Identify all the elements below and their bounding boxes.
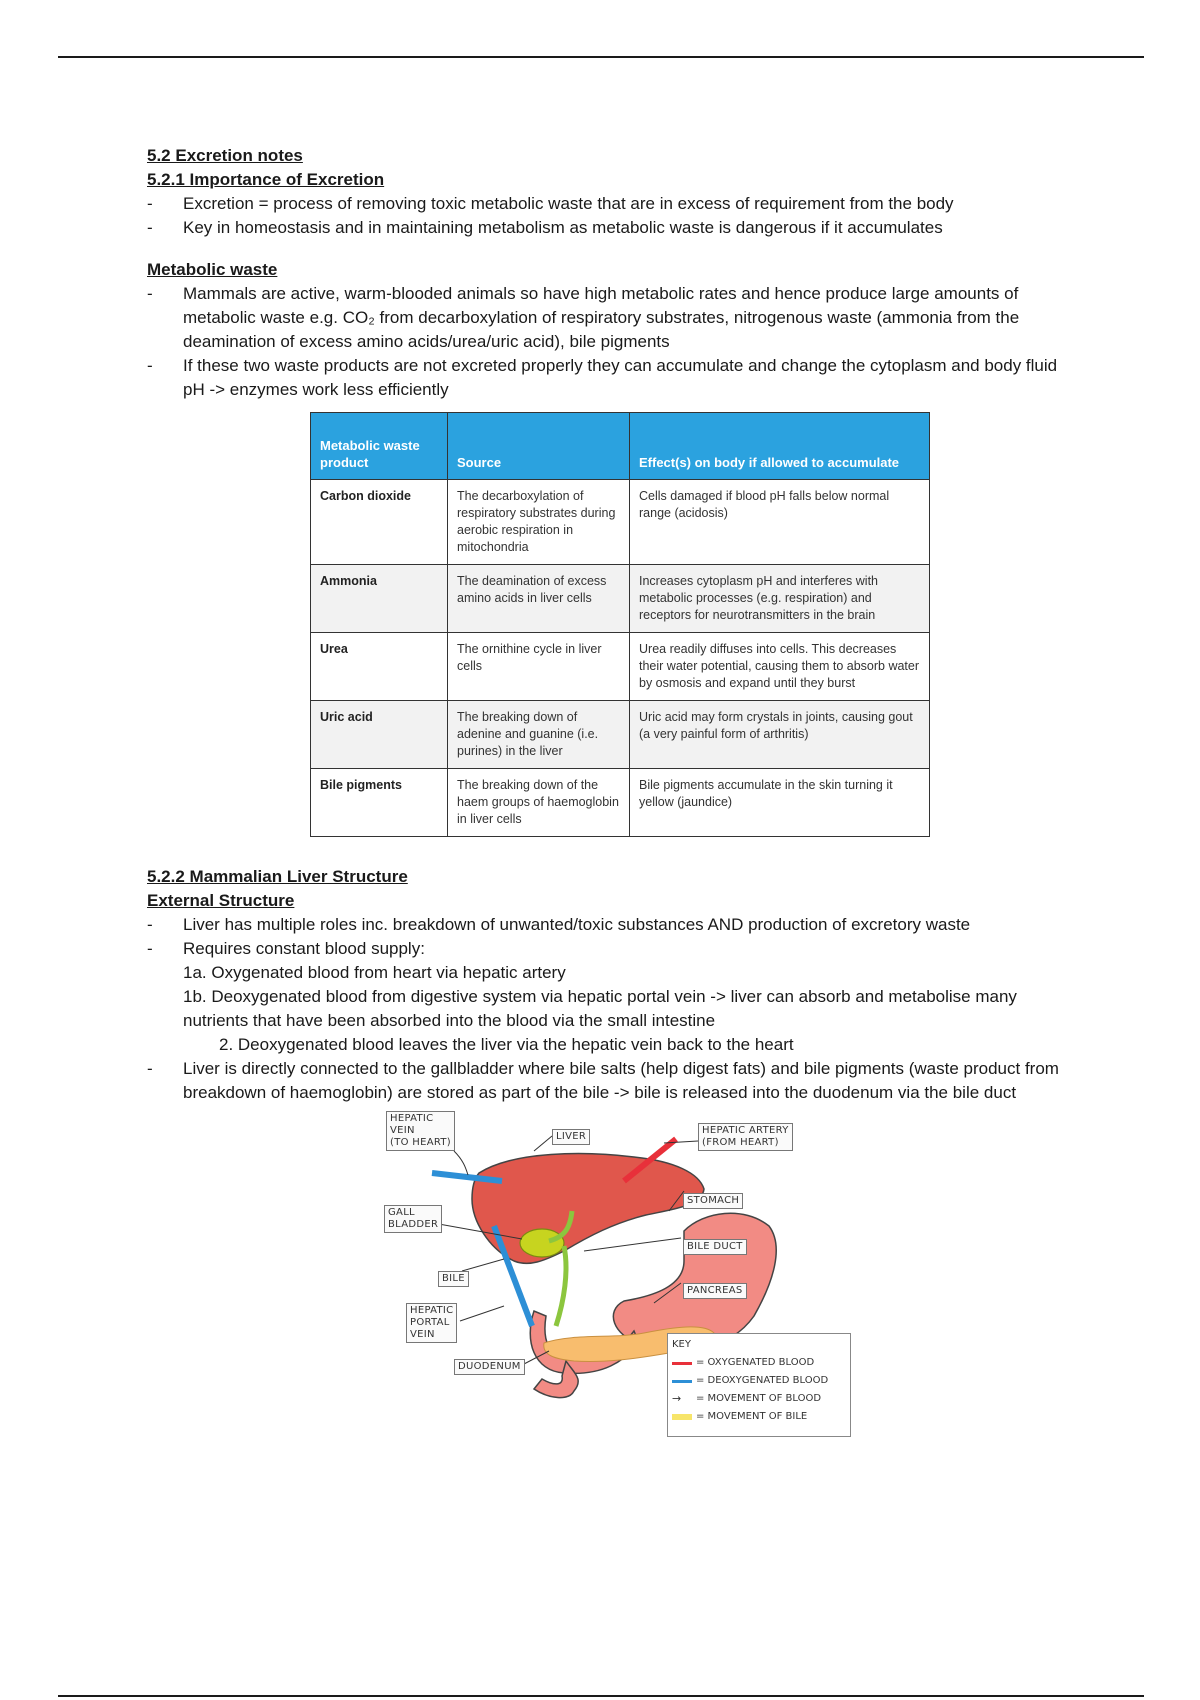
gall-bladder-shape [520, 1229, 564, 1257]
table-cell: Uric acid may form crystals in joints, causing gout (a very painful form of arthritis) [630, 701, 930, 769]
table-row [311, 701, 930, 769]
table-row [311, 633, 930, 701]
key-row [672, 1354, 846, 1372]
table-row [311, 480, 930, 565]
key-label: = DEOXYGENATED BLOOD [696, 1375, 829, 1386]
table-cell: The ornithine cycle in liver cells [448, 633, 630, 701]
footer-rule [58, 1695, 1144, 1697]
blood-supply-2: 2. Deoxygenated blood leaves the liver via the hepatic vein back to the heart [219, 1035, 794, 1054]
liver-diagram [384, 1111, 858, 1451]
table-header-row [311, 413, 930, 480]
list-item [147, 937, 1067, 961]
label-hepatic-artery: HEPATIC ARTERY (FROM HEART) [698, 1123, 793, 1151]
table-cell: Ammonia [311, 565, 448, 633]
liver-list [147, 913, 1067, 961]
list-item-text: Requires constant blood supply: [183, 939, 425, 958]
page-title: 5.2 Excretion notes [147, 146, 303, 165]
label-bile-duct: BILE DUCT [683, 1239, 747, 1255]
table-cell: Carbon dioxide [311, 480, 448, 565]
metabolic-waste-table [310, 412, 930, 837]
header-rule [58, 56, 1144, 58]
document-body [147, 144, 1067, 1451]
label-pancreas: PANCREAS [683, 1283, 747, 1299]
blood-supply-1a: 1a. Oxygenated blood from heart via hepatic artery [183, 963, 566, 982]
column-header: Metabolic waste product [311, 413, 448, 480]
key-label: = MOVEMENT OF BLOOD [696, 1393, 822, 1404]
waste-table-wrapper [310, 412, 930, 847]
table-cell: Uric acid [311, 701, 448, 769]
label-hepatic-portal-vein: HEPATIC PORTAL VEIN [406, 1303, 457, 1343]
section-heading-liver-structure: 5.2.2 Mammalian Liver Structure [147, 867, 408, 886]
key-title: KEY [672, 1339, 691, 1350]
list-item: - Liver has multiple roles inc. breakdown of unwanted/toxic substances AND production of excretory waste [147, 913, 1067, 937]
list-item: - Key in homeostasis and in maintaining metabolism as metabolic waste is dangerous if it accumulates [147, 216, 1067, 240]
oxygenated-swatch [672, 1362, 692, 1365]
importance-list [147, 192, 1067, 240]
metabolic-waste-list [147, 282, 1067, 402]
table-cell: Bile pigments accumulate in the skin turning it yellow (jaundice) [630, 769, 930, 837]
diagram-key [667, 1333, 851, 1437]
label-bile: BILE [438, 1271, 469, 1287]
section-heading-metabolic-waste: Metabolic waste [147, 260, 278, 279]
table-cell: Urea readily diffuses into cells. This decreases their water potential, causing them to absorb water by osmosis and expand until they burst [630, 633, 930, 701]
label-liver: LIVER [552, 1129, 590, 1145]
subheading-external-structure: External Structure [147, 891, 295, 910]
table-row [311, 565, 930, 633]
table-cell: Increases cytoplasm pH and interferes with metabolic processes (e.g. respiration) and receptors for neurotransmitters in the brain [630, 565, 930, 633]
table-cell: Cells damaged if blood pH falls below normal range (acidosis) [630, 480, 930, 565]
table-cell: The breaking down of adenine and guanine (i.e. purines) in the liver [448, 701, 630, 769]
label-duodenum: DUODENUM [454, 1359, 525, 1375]
arrow-icon: → [672, 1392, 682, 1405]
key-row [672, 1390, 846, 1408]
column-header: Source [448, 413, 630, 480]
label-stomach: STOMACH [683, 1193, 743, 1209]
list-item: - Mammals are active, warm-blooded animals so have high metabolic rates and hence produce large amounts of metabolic waste e.g. CO₂ from decarboxylation of respiratory substrates, nitrogenous waste (ammonia from the deamination of excess amino acids/urea/uric acid), bile pigments [147, 282, 1067, 354]
key-label: = MOVEMENT OF BILE [696, 1411, 808, 1422]
liver-shape [472, 1154, 704, 1264]
bile-swatch [672, 1414, 692, 1420]
column-header: Effect(s) on body if allowed to accumulate [630, 413, 930, 480]
table-cell: The deamination of excess amino acids in liver cells [448, 565, 630, 633]
copyright-watermark [310, 837, 930, 847]
liver-list-2 [147, 1057, 1067, 1105]
table-cell: The decarboxylation of respiratory substrates during aerobic respiration in mitochondria [448, 480, 630, 565]
key-row [672, 1408, 846, 1426]
key-row [672, 1372, 846, 1390]
section-heading-importance: 5.2.1 Importance of Excretion [147, 170, 385, 189]
table-row [311, 769, 930, 837]
deoxygenated-swatch [672, 1380, 692, 1383]
label-gall-bladder: GALL BLADDER [384, 1205, 442, 1233]
key-label: = OXYGENATED BLOOD [696, 1357, 815, 1368]
table-cell: Bile pigments [311, 769, 448, 837]
blood-supply-1b: 1b. Deoxygenated blood from digestive system via hepatic portal vein -> liver can absorb and metabolise many nutrients that have been absorbed into the blood via the small intestine [183, 987, 1017, 1030]
list-item: - If these two waste products are not excreted properly they can accumulate and change the cytoplasm and body fluid pH -> enzymes work less efficiently [147, 354, 1067, 402]
list-item: - Excretion = process of removing toxic metabolic waste that are in excess of requirement from the body [147, 192, 1067, 216]
label-hepatic-vein: HEPATIC VEIN (TO HEART) [386, 1111, 455, 1151]
table-cell: Urea [311, 633, 448, 701]
list-item: - Liver is directly connected to the gallbladder where bile salts (help digest fats) and bile pigments (waste product from breakdown of haemoglobin) are stored as part of the bile -> bile is released into the duodenum via the bile duct [147, 1057, 1067, 1105]
table-cell: The breaking down of the haem groups of haemoglobin in liver cells [448, 769, 630, 837]
